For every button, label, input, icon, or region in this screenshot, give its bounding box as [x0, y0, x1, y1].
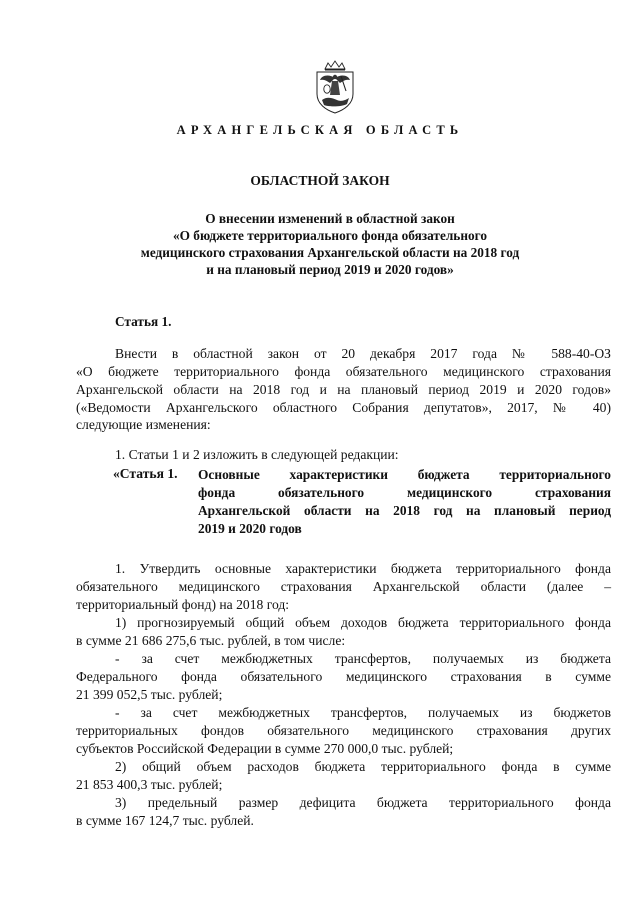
paragraph-line: Архангельской области на 2018 год и на плановый период 2019 и 2020 годов»: [76, 382, 611, 397]
paragraph-line: следующие изменения:: [76, 417, 211, 432]
law-type-heading: ОБЛАСТНОЙ ЗАКОН: [250, 173, 390, 188]
paragraph-line: 3) предельный размер дефицита бюджета территориального фонда: [115, 795, 611, 810]
list-item: 1. Статьи 1 и 2 изложить в следующей редакции:: [115, 447, 399, 462]
quoted-article-title-line: 2019 и 2020 годов: [198, 521, 302, 536]
paragraph-line: территориальный фонд) на 2018 год:: [76, 597, 290, 612]
paragraph-line: 21 399 052,5 тыс. рублей;: [76, 687, 223, 702]
law-title-line: «О бюджете территориального фонда обязательного: [172, 228, 487, 243]
region-name: АРХАНГЕЛЬСКАЯ ОБЛАСТЬ: [176, 123, 464, 137]
paragraph-line: Федерального фонда обязательного медицинского страхования в сумме: [76, 669, 611, 684]
quoted-article-title-line: фонда обязательного медицинского страхования: [198, 485, 611, 500]
paragraph-line: территориальных фондов обязательного медицинского страхования других: [76, 723, 611, 738]
paragraph-line: 21 853 400,3 тыс. рублей;: [76, 777, 223, 792]
paragraph-line: субъектов Российской Федерации в сумме 270 000,0 тыс. рублей;: [76, 741, 454, 756]
paragraph-line: обязательного медицинского страхования Архангельской области (далее –: [76, 579, 611, 594]
paragraph-line: - за счет межбюджетных трансфертов, получаемых из бюджета: [115, 651, 611, 666]
law-title-line: и на плановый период 2019 и 2020 годов»: [206, 262, 454, 277]
arkhangelsk-coat-of-arms-icon: [313, 60, 357, 114]
paragraph-line: Внести в областной закон от 20 декабря 2017 года № 588-40-ОЗ: [115, 346, 611, 361]
paragraph-line: «О бюджете территориального фонда обязательного медицинского страхования: [76, 364, 611, 379]
law-title-line: медицинского страхования Архангельской области на 2018 год: [140, 245, 520, 260]
paragraph-line: («Ведомости Архангельского областного Собрания депутатов», 2017, № 40): [76, 400, 611, 415]
paragraph-line: 1. Утвердить основные характеристики бюджета территориального фонда: [115, 561, 611, 576]
paragraph-line: 1) прогнозируемый общий объем доходов бюджета территориального фонда: [115, 615, 611, 630]
quoted-article-label: «Статья 1.: [113, 466, 178, 481]
paragraph-line: - за счет межбюджетных трансфертов, получаемых из бюджетов: [115, 705, 611, 720]
law-title-line: О внесении изменений в областной закон: [205, 211, 455, 226]
paragraph-line: 2) общий объем расходов бюджета территориального фонда в сумме: [115, 759, 611, 774]
paragraph-line: в сумме 167 124,7 тыс. рублей.: [76, 813, 254, 828]
law-title: [80, 210, 580, 278]
paragraph-line: в сумме 21 686 275,6 тыс. рублей, в том числе:: [76, 633, 346, 648]
quoted-article-title-line: Основные характеристики бюджета территориального: [198, 467, 611, 482]
quoted-article-title-line: Архангельской области на 2018 год на плановый период: [198, 503, 611, 518]
article-heading: Статья 1.: [115, 314, 172, 329]
